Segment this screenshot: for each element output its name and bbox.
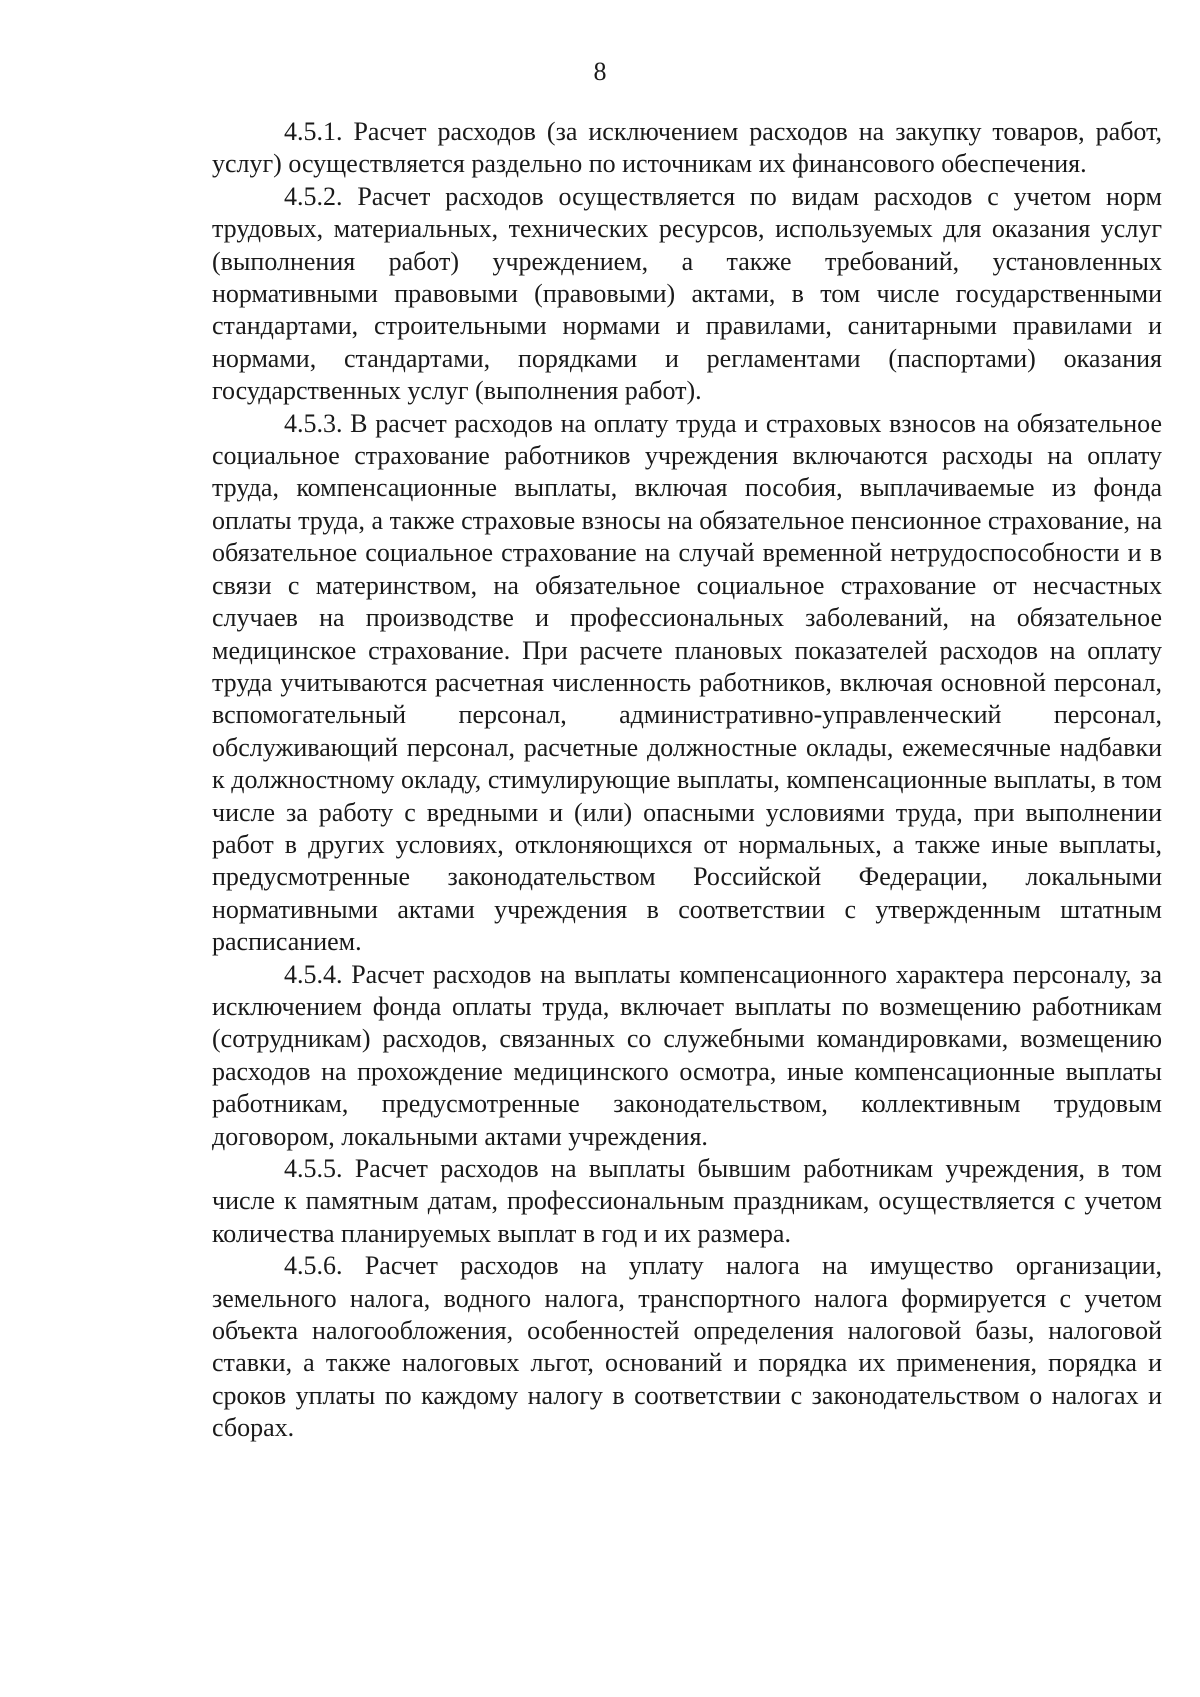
paragraph-4-5-4: 4.5.4. Расчет расходов на выплаты компенсационного характера персоналу, за исключением фонда оплаты труда, включает выплаты по возмещению работникам (сотрудникам) расходов, связанных со служебными командировками, возмещению расходов на прохождение медицинского осмотра, иные компенсационные выплаты работникам, предусмотренные законодательством, коллективным трудовым договором, локальными актами учреждения.	[212, 959, 1162, 1151]
document-body	[212, 116, 1162, 1445]
paragraph-4-5-1: 4.5.1. Расчет расходов (за исключением расходов на закупку товаров, работ, услуг) осуществляется раздельно по источникам их финансового обеспечения.	[212, 117, 1162, 179]
page-number: 8	[593, 57, 607, 86]
paragraph-4-5-5: 4.5.5. Расчет расходов на выплаты бывшим работникам учреждения, в том числе к памятным датам, профессиональным праздникам, осуществляется с учетом количества планируемых выплат в год и их размера.	[212, 1154, 1162, 1248]
paragraph-4-5-3: 4.5.3. В расчет расходов на оплату труда и страховых взносов на обязательное социальное страхование работников учреждения включаются расходы на оплату труда, компенсационные выплаты, включая пособия, выплачиваемые из фонда оплаты труда, а также страховые взносы на обязательное пенсионное страхование, на обязательное социальное страхование на случай временной нетрудоспособности и в связи с материнством, на обязательное социальное страхование от несчастных случаев на производстве и профессиональных заболеваний, на обязательное медицинское страхование. При расчете плановых показателей расходов на оплату труда учитываются расчетная численность работников, включая основной персонал, вспомогательный персонал, административно-управленческий персонал, обслуживающий персонал, расчетные должностные оклады, ежемесячные надбавки к должностному окладу, стимулирующие выплаты, компенсационные выплаты, в том числе за работу с вредными и (или) опасными условиями труда, при выполнении работ в других условиях, отклоняющихся от нормальных, а также иные выплаты, предусмотренные законодательством Российской Федерации, локальными нормативными актами учреждения в соответствии с утвержденным штатным расписанием.	[212, 408, 1162, 957]
paragraph-4-5-6: 4.5.6. Расчет расходов на уплату налога на имущество организации, земельного налога, водного налога, транспортного налога формируется с учетом объекта налогообложения, особенностей определения налоговой базы, налоговой ставки, а также налоговых льгот, оснований и порядка их применения, порядка и сроков уплаты по каждому налогу в соответствии с законодательством о налогах и сборах.	[212, 1251, 1162, 1443]
paragraph-4-5-2: 4.5.2. Расчет расходов осуществляется по видам расходов с учетом норм трудовых, материальных, технических ресурсов, используемых для оказания услуг (выполнения работ) учреждением, а также требований, установленных нормативными правовыми (правовыми) актами, в том числе государственными стандартами, строительными нормами и правилами, санитарными правилами и нормами, стандартами, порядками и регламентами (паспортами) оказания государственных услуг (выполнения работ).	[212, 181, 1162, 406]
